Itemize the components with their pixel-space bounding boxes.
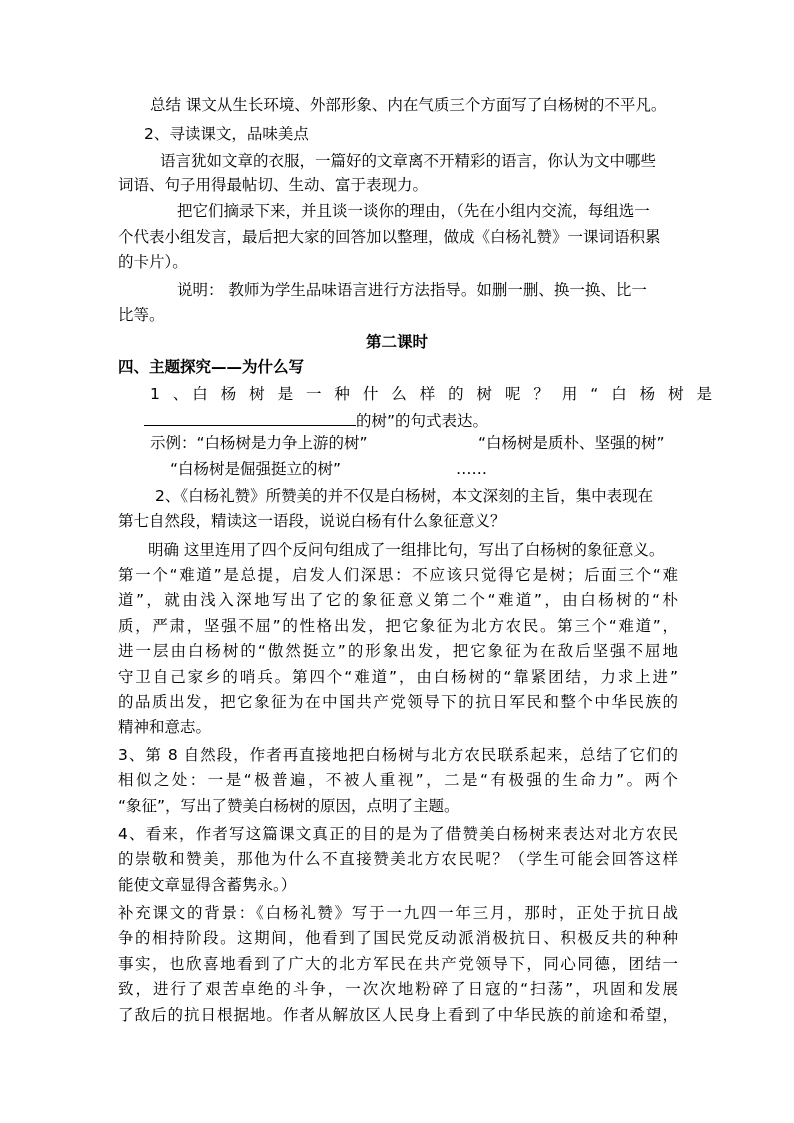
question-3-line-1: 3、第 8 自然段，作者再直接地把白杨树与北方农民联系起来，总结了它们的 [118,746,678,764]
question-1-tail: 的树”的句式表达。 [356,412,489,430]
language-paragraph-line-1: 语言犹如文章的衣服，一篇好的文章离不开精彩的语言，你认为文中哪些 [160,152,657,170]
answer-line-5: 进一层由白杨树的“傲然挺立”的形象出发，把它象征为在敌后坚强不屈地 [118,642,678,660]
answer-line-1: 明确 这里连用了四个反问句组成了一组排比句，写出了白杨树的象征意义。 [148,541,665,559]
question-1-line-2 [144,410,704,430]
example-1: 示例：“白杨树是力争上游的树” [150,434,368,452]
language-paragraph-line-2: 词语、句子用得最帖切、生动、富于表现力。 [118,176,429,194]
answer-line-6: 守卫自己家乡的哨兵。第四个“难道”，由白杨树的“靠紧团结，力求上进” [118,668,678,686]
fill-in-blank[interactable] [144,410,356,426]
question-4-line-2: 的崇敬和赞美，那他为什么不直接赞美北方农民呢？（学生可能会回答这样 [118,850,678,868]
question-3-line-3: “象征”，写出了赞美白杨树的原因，点明了主题。 [118,797,460,815]
section-2-heading: 2、寻读课文，品味美点 [144,125,309,143]
excerpt-paragraph-line-1: 把它们摘录下来，并且谈一谈你的理由，（先在小组内交流，每组选一 [177,202,650,220]
note-line-1: 说明： 教师为学生品味语言进行方法指导。如删一删、换一换、比一 [177,281,647,299]
example-2: “白杨树是质朴、坚强的树” [478,434,665,452]
example-3: “白杨树是倔强挺立的树” [170,460,342,478]
question-4-line-1: 4、看来，作者写这篇课文真正的目的是为了借赞美白杨树来表达对北方农民 [118,825,678,843]
excerpt-paragraph-line-3: 的卡片）。 [118,253,188,271]
question-2-line-2: 第七自然段，精读这一语段，说说白杨有什么象征意义？ [118,512,506,530]
lesson-title: 第二课时 [365,333,428,351]
answer-line-2: 第一个“难道”是总提，启发人们深思：不应该只觉得它是树；后面三个“难 [118,566,678,584]
question-3-line-2: 相似之处：一是“极普遍，不被人重视”，二是“有极强的生命力”。两个 [118,771,678,789]
question-1-line-1: 1 、白 杨 树 是 一 种 什 么 样 的 树 呢 ？ 用 “ 白 杨 树 是 [150,385,717,403]
summary-line: 总结 课文从生长环境、外部形象、内在气质三个方面写了白杨树的不平凡。 [150,96,667,114]
answer-line-3: 道”，就由浅入深地写出了它的象征意义第二个“难道”，由白杨树的“朴 [118,591,678,609]
note-line-2: 比等。 [118,306,165,324]
background-line-5: 了敌后的抗日根据地。作者从解放区人民身上看到了中华民族的前途和希望， [118,1006,678,1024]
answer-line-4: 质，严肃，坚强不屈”的性格出发，把它象征为北方农民。第三个“难道”， [118,617,678,635]
answer-line-7: 的品质出发，把它象征为在中国共产党领导下的抗日军民和整个中华民族的 [118,693,678,711]
background-line-2: 争的相持阶段。这期间，他看到了国民党反动派消极抗日、积极反共的种种 [118,929,678,947]
answer-line-8: 精神和意志。 [118,718,212,736]
question-4-line-3: 能使文章显得含蓄隽永。） [118,876,297,894]
excerpt-paragraph-line-2: 个代表小组发言，最后把大家的回答加以整理，做成《白杨礼赞》一课词语积累 [118,228,661,246]
background-line-4: 致，进行了艰苦卓绝的斗争，一次次地粉碎了日寇的“扫荡”，巩固和发展 [118,980,678,998]
background-line-1: 补充课文的背景：《白杨礼赞》写于一九四一年三月，那时，正处于抗日战 [118,904,678,922]
part-4-heading: 四、主题探究——为什么写 [118,358,305,376]
question-2-line-1: 2、《白杨礼赞》所赞美的并不仅是白杨树，本文深刻的主旨，集中表现在 [155,487,654,505]
background-line-3: 事实，也欣喜地看到了广大的北方军民在共产党领导下，同心同德，团结一 [118,955,678,973]
example-ellipsis: …… [456,460,487,478]
